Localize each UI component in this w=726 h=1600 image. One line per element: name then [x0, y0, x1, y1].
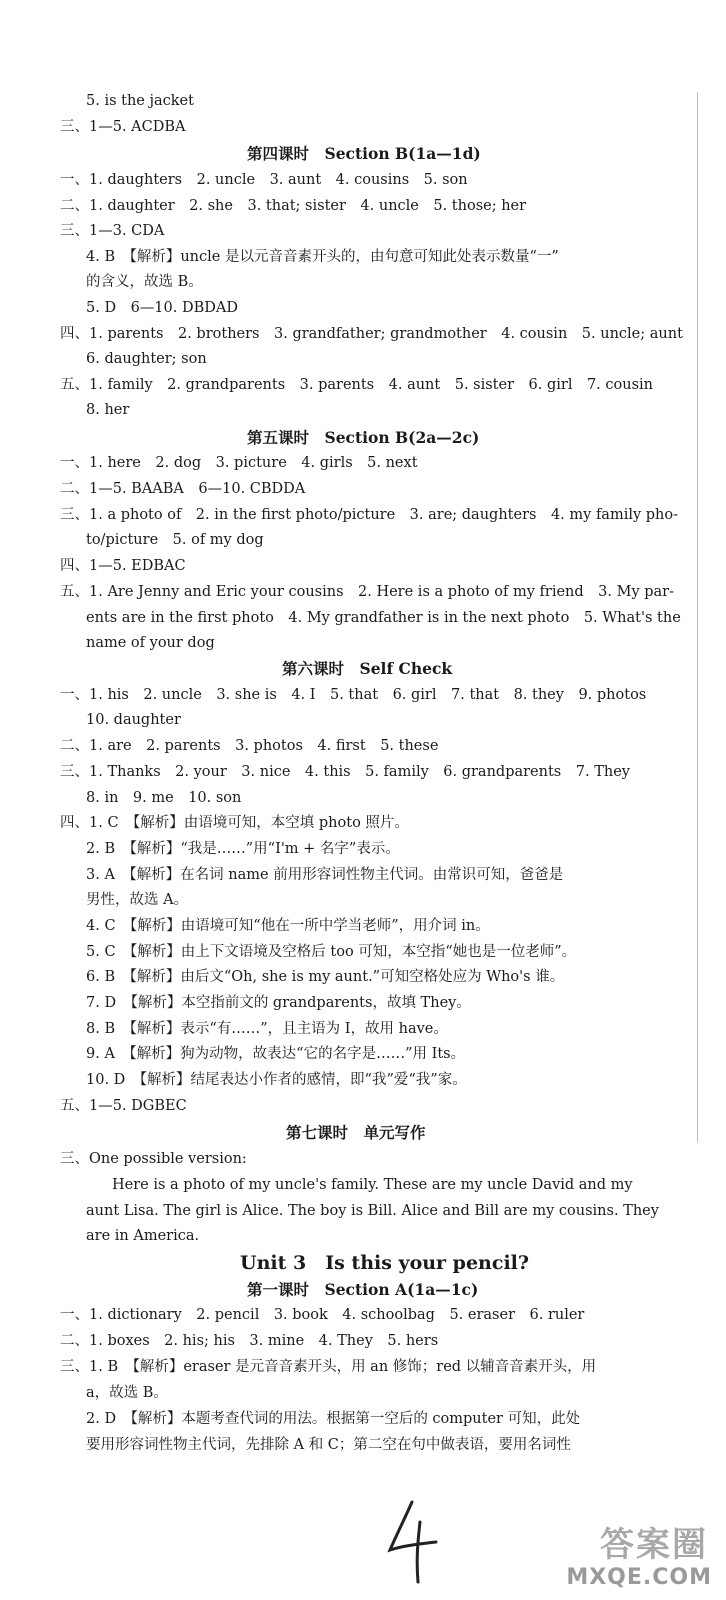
section-heading: 第七课时 单元写作: [286, 1123, 426, 1142]
text-line: 的含义，故选 B。: [86, 274, 203, 290]
text-line: 三、1—3. CDA: [60, 223, 165, 239]
text-line: 10. D 【解析】结尾表达小作者的感情，即“我”爱“我”家。: [86, 1072, 467, 1088]
text-line: 三、One possible version:: [60, 1151, 247, 1167]
text-line: 三、1—5. ACDBA: [60, 119, 186, 135]
text-line: 3. A 【解析】在名词 name 前用形容词性物主代词。由常识可知，爸爸是: [86, 867, 564, 883]
text-line: 二、1. daughter 2. she 3. that; sister 4. uncle 5. those; her: [60, 198, 527, 214]
text-line: Here is a photo of my uncle's family. These are my uncle David and my: [112, 1177, 633, 1193]
section-heading: 第六课时 Self Check: [282, 659, 453, 678]
text-line: 6. daughter; son: [86, 351, 207, 367]
watermark-logo: 答案圈: [600, 1525, 708, 1565]
text-line: 2. B 【解析】“我是……”用“I'm + 名字”表示。: [86, 841, 400, 857]
text-line: 三、1. B 【解析】eraser 是元音音素开头，用 an 修饰；red 以辅音音素开头，用: [60, 1359, 597, 1375]
text-line: 一、1. his 2. uncle 3. she is 4. I 5. that 6. girl 7. that 8. they 9. photos: [60, 687, 647, 703]
text-line: 二、1. boxes 2. his; his 3. mine 4. They 5. hers: [60, 1333, 439, 1349]
text-line: ents are in the first photo 4. My grandfather is in the next photo 5. What's the: [86, 610, 681, 626]
text-line: 一、1. here 2. dog 3. picture 4. girls 5. next: [60, 455, 418, 471]
text-line: 8. in 9. me 10. son: [86, 790, 242, 806]
text-line: 7. D 【解析】本空指前文的 grandparents，故填 They。: [86, 995, 471, 1011]
text-line: 四、1—5. EDBAC: [60, 558, 186, 574]
watermark-url: MXQE.COM: [566, 1565, 712, 1590]
text-line: 四、1. parents 2. brothers 3. grandfather; grandmother 4. cousin 5. uncle; aunt: [60, 326, 683, 342]
section-heading: 第五课时 Section B(2a—2c): [247, 428, 480, 447]
text-line: are in America.: [86, 1228, 200, 1244]
text-line: 8. B 【解析】表示“有……”，且主语为 I，故用 have。: [86, 1021, 448, 1037]
text-line: 2. D 【解析】本题考查代词的用法。根据第一空后的 computer 可知，此处: [86, 1411, 581, 1427]
text-line: 二、1—5. BAABA 6—10. CBDDA: [60, 481, 306, 497]
text-line: 男性，故选 A。: [86, 892, 189, 908]
section-heading: 第四课时 Section B(1a—1d): [247, 144, 481, 163]
text-line: 5. C 【解析】由上下文语境及空格后 too 可知，本空指“她也是一位老师”。: [86, 944, 577, 960]
text-line: 二、1. are 2. parents 3. photos 4. first 5. these: [60, 738, 439, 754]
text-line: 五、1. Are Jenny and Eric your cousins 2. Here is a photo of my friend 3. My par-: [60, 584, 675, 600]
text-line: aunt Lisa. The girl is Alice. The boy is Bill. Alice and Bill are my cousins. They: [86, 1203, 659, 1219]
text-line: 五、1—5. DGBEC: [60, 1098, 187, 1114]
text-line: 三、1. a photo of 2. in the first photo/picture 3. are; daughters 4. my family pho-: [60, 507, 679, 523]
text-line: 4. B 【解析】uncle 是以元音音素开头的，由句意可知此处表示数量“一”: [86, 249, 559, 265]
text-line: a，故选 B。: [86, 1385, 168, 1401]
text-line: 9. A 【解析】狗为动物，故表达“它的名字是……”用 Its。: [86, 1046, 466, 1062]
text-line: name of your dog: [86, 635, 215, 651]
section-heading: 第一课时 Section A(1a—1c): [247, 1280, 479, 1299]
text-line: 6. B 【解析】由后文“Oh, she is my aunt.”可知空格处应为 Who's 谁。: [86, 969, 565, 985]
text-line: 一、1. daughters 2. uncle 3. aunt 4. cousins 5. son: [60, 172, 468, 188]
unit-heading: Unit 3 Is this your pencil?: [240, 1252, 530, 1274]
text-line: 四、1. C 【解析】由语境可知，本空填 photo 照片。: [60, 815, 409, 831]
column-rule: [697, 92, 698, 1142]
text-line: 10. daughter: [86, 712, 181, 728]
text-line: 要用形容词性物主代词，先排除 A 和 C；第二空在句中做表语，要用名词性: [86, 1437, 571, 1453]
text-line: 8. her: [86, 402, 130, 418]
text-line: to/picture 5. of my dog: [86, 532, 264, 548]
text-line: 5. D 6—10. DBDAD: [86, 300, 238, 316]
text-line: 4. C 【解析】由语境可知“他在一所中学当老师”，用介词 in。: [86, 918, 490, 934]
text-line: 三、1. Thanks 2. your 3. nice 4. this 5. family 6. grandparents 7. They: [60, 764, 630, 780]
text-line: 五、1. family 2. grandparents 3. parents 4. aunt 5. sister 6. girl 7. cousin: [60, 377, 654, 393]
text-line: 5. is the jacket: [86, 93, 194, 109]
text-line: 一、1. dictionary 2. pencil 3. book 4. schoolbag 5. eraser 6. ruler: [60, 1307, 585, 1323]
handwritten-page-number: [382, 1496, 442, 1586]
